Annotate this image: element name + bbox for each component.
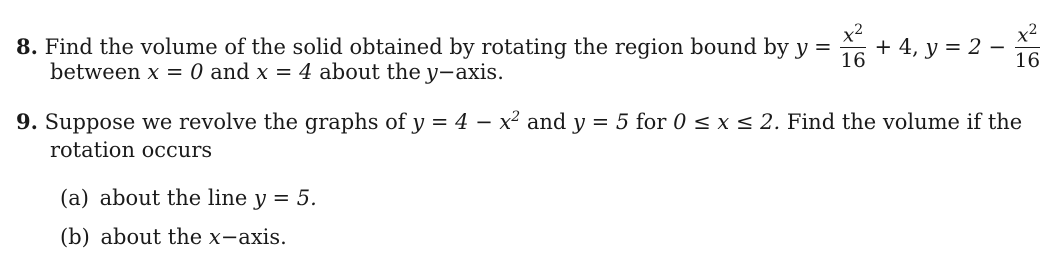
problem-8-line-2	[50, 62, 504, 83]
fraction-numerator-var: x	[1017, 22, 1029, 47]
math-range: 0 ≤ x ≤ 2.	[673, 110, 781, 134]
part-suffix: −axis.	[220, 225, 287, 249]
equation-rest: + 4,	[874, 34, 919, 59]
fraction-numerator-exp: 2	[854, 22, 864, 38]
part-text: about the	[100, 225, 203, 249]
part-math: y = 5.	[253, 186, 317, 210]
fraction-denominator: 16	[1014, 47, 1041, 72]
problem-text-b: Find the volume if the	[786, 110, 1023, 134]
text-for: for	[635, 110, 667, 134]
part-label: (b)	[60, 225, 90, 249]
problem-number: 9.	[16, 109, 38, 134]
fraction-2	[1015, 23, 1040, 70]
problem-9-line-1	[16, 110, 1022, 133]
part-math: x	[208, 225, 221, 249]
problem-text: Find the volume of the solid obtained by rotating the region bound by	[44, 34, 789, 59]
problem-9-line-2	[50, 140, 212, 161]
problem-text: Suppose we revolve the graphs of	[44, 110, 406, 134]
math-eq1: $y = 4 - x^2$	[412, 109, 521, 134]
text-and: and	[526, 110, 567, 134]
equation-2-lhs: y = 2 −	[925, 34, 1006, 59]
part-b	[60, 227, 287, 248]
math-eq2: y = 5	[573, 110, 630, 134]
part-a	[60, 188, 317, 209]
math-axis-var: y	[425, 60, 438, 84]
math-x4: x = 4	[256, 60, 313, 84]
fraction-numerator-exp: 2	[1028, 22, 1038, 38]
fraction-denominator: 16	[840, 47, 866, 72]
math-x0: x = 0	[147, 60, 204, 84]
text-rotation: rotation occurs	[50, 138, 213, 162]
part-text: about the line	[99, 186, 248, 210]
text-about: about the	[319, 60, 421, 84]
text-between: between	[50, 60, 141, 84]
fraction-numerator-var: x	[843, 22, 855, 47]
part-label: (a)	[60, 186, 89, 210]
fraction-1	[840, 23, 865, 70]
text-axis: −axis.	[437, 60, 504, 84]
text-and: and	[210, 60, 250, 84]
problem-number: 8.	[16, 33, 38, 59]
equation-lhs: y =	[795, 34, 832, 59]
